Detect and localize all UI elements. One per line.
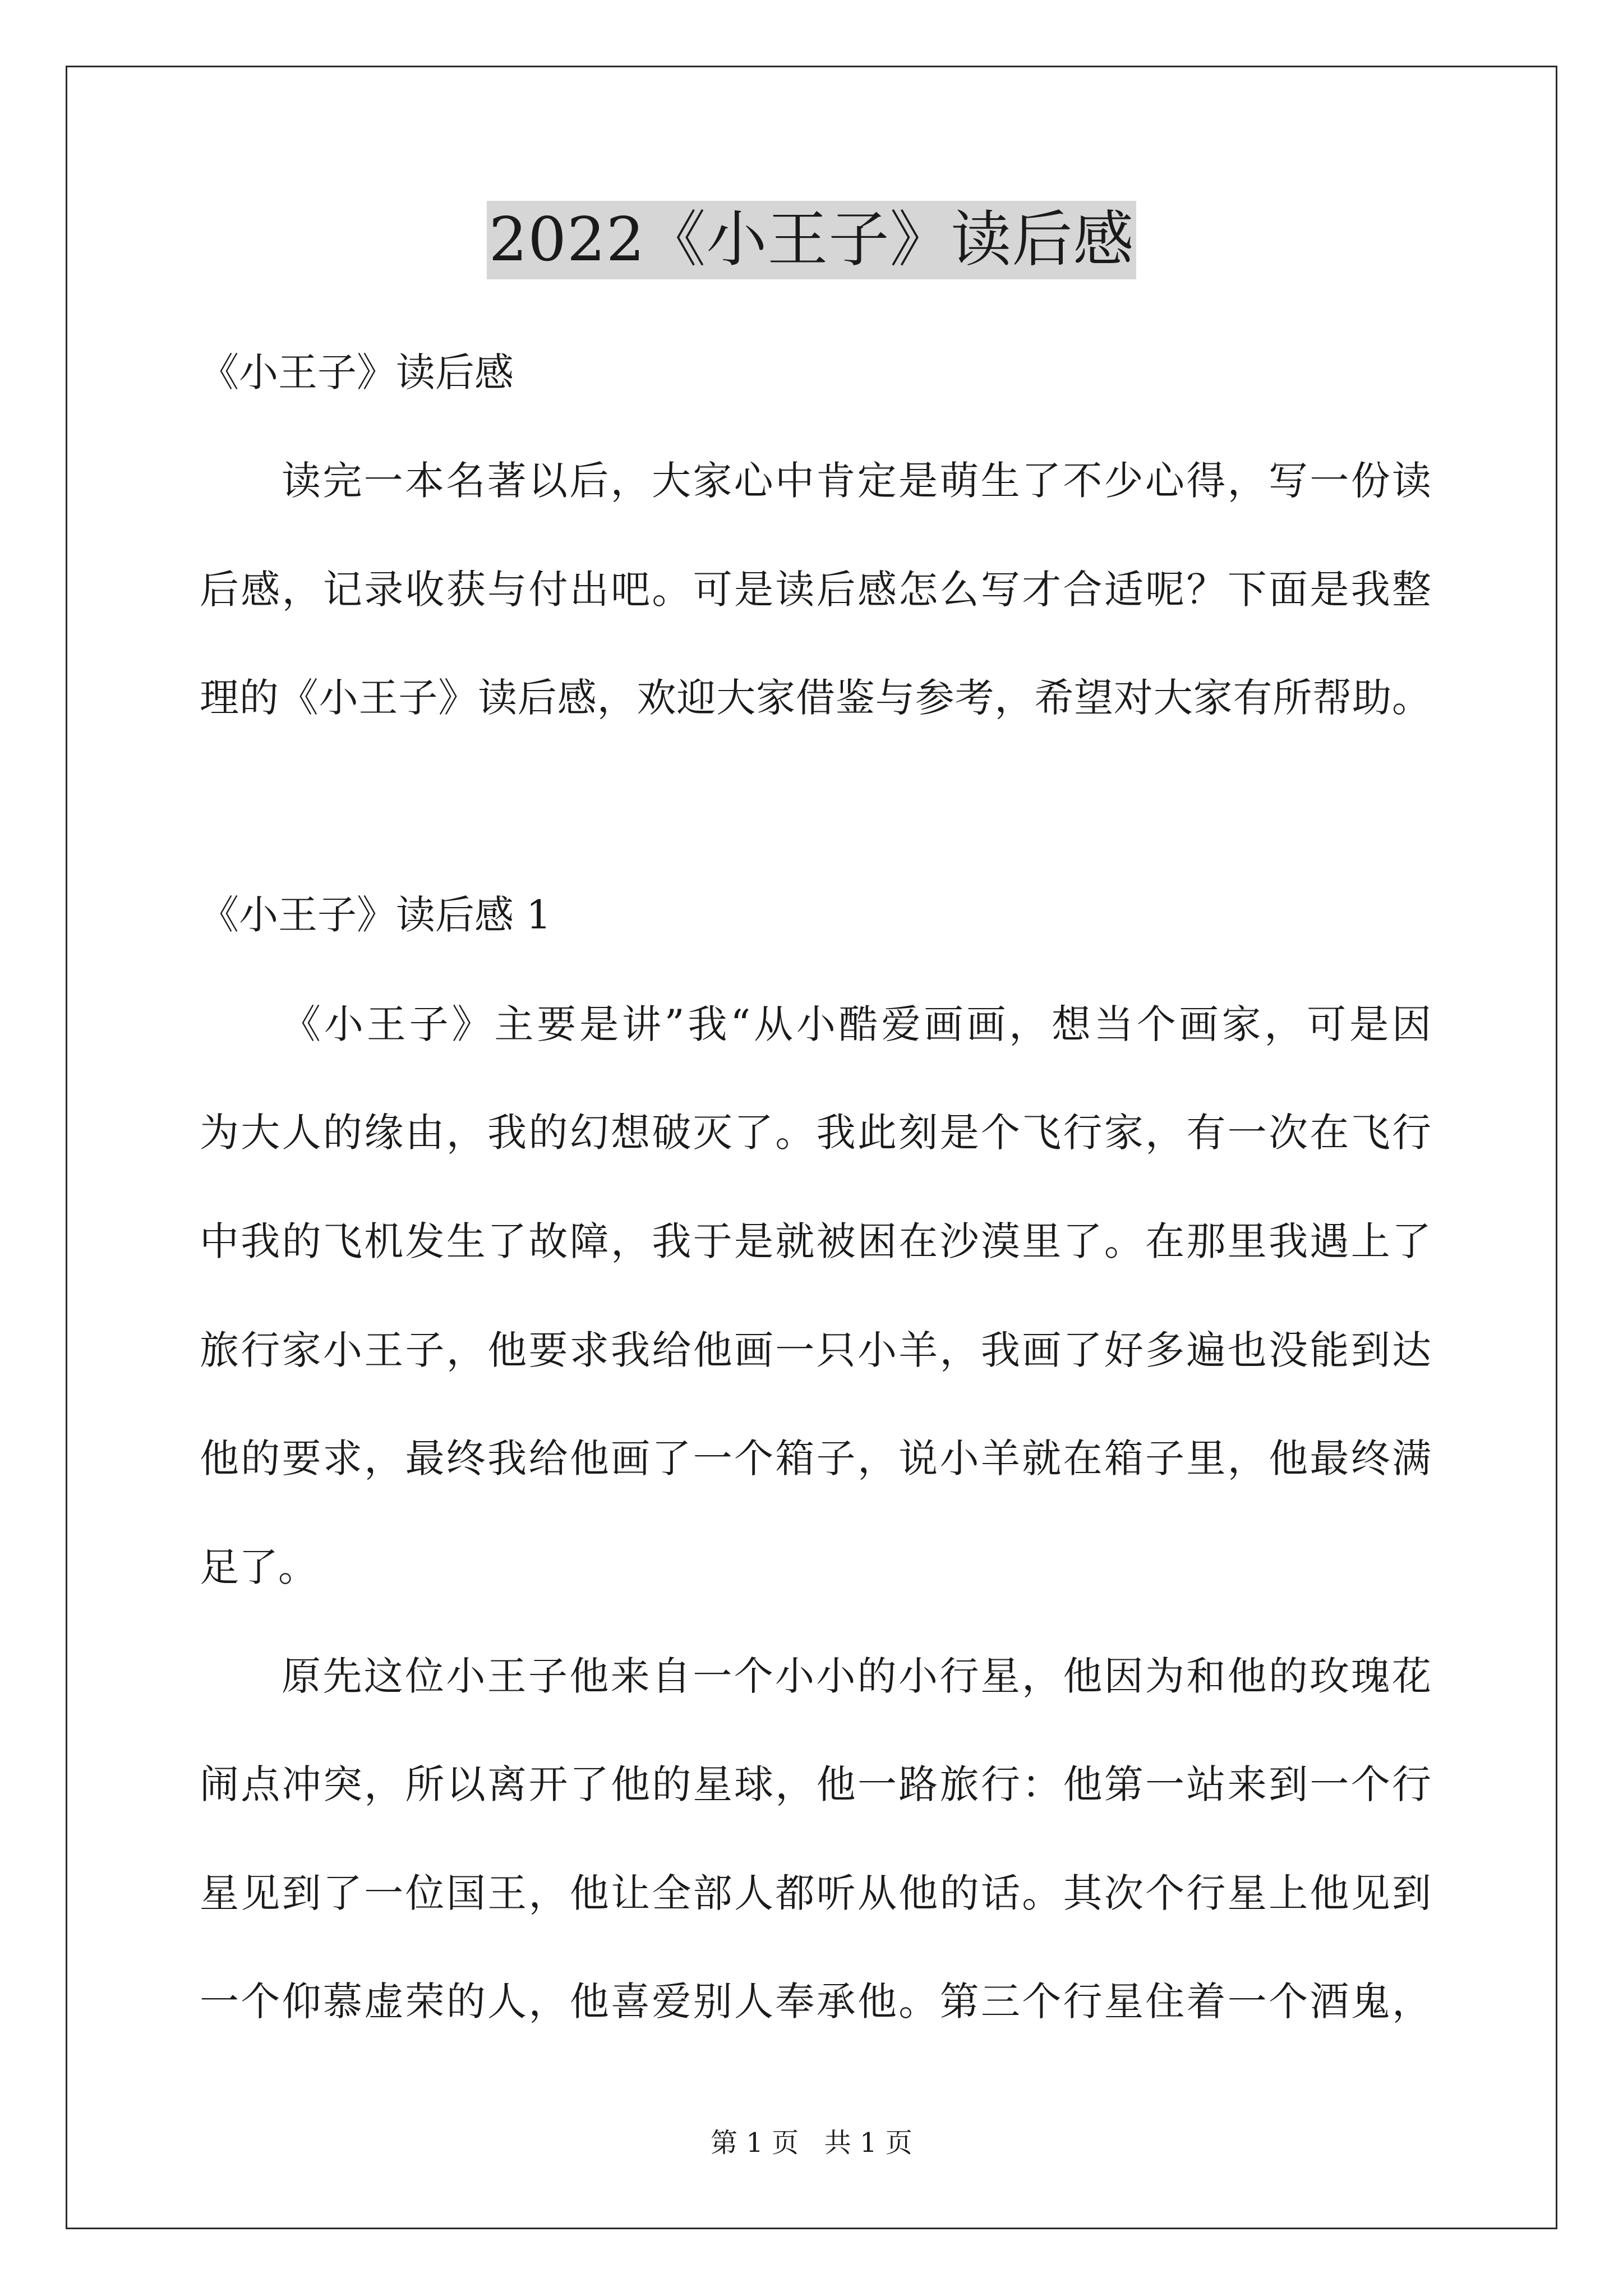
paragraph-line: 闹点冲突，所以离开了他的星球，他一路旅行：他第一站来到一个行	[200, 1761, 1431, 1807]
article-heading: 《小王子》读后感 1	[200, 892, 551, 938]
paragraph-line: 原先这位小王子他来自一个小小的小行星，他因为和他的玫瑰花	[282, 1653, 1431, 1699]
intro-line: 读完一本名著以后，大家心中肯定是萌生了不少心得，写一份读	[282, 458, 1431, 504]
paragraph-line: 《小王子》主要是讲”我“从小酷爱画画，想当个画家，可是因	[282, 1001, 1431, 1047]
section-heading: 《小王子》读后感	[200, 349, 514, 395]
document-title: 2022《小王子》读后感	[487, 201, 1137, 279]
paragraph-line: 中我的飞机发生了故障，我于是就被困在沙漠里了。在那里我遇上了	[200, 1218, 1431, 1264]
intro-line: 后感，记录收获与付出吧。可是读后感怎么写才合适呢？下面是我整	[200, 567, 1431, 613]
paragraph-line: 足了。	[200, 1544, 317, 1590]
paragraph-line: 星见到了一位国王，他让全部人都听从他的话。其次个行星上他见到	[200, 1870, 1431, 1916]
page-footer: 第 1 页 共 1 页	[711, 2127, 912, 2159]
paragraph-line: 他的要求，最终我给他画了一个箱子，说小羊就在箱子里，他最终满	[200, 1435, 1431, 1481]
paragraph-line: 为大人的缘由，我的幻想破灭了。我此刻是个飞行家，有一次在飞行	[200, 1110, 1431, 1156]
paragraph-line: 旅行家小王子，他要求我给他画一只小羊，我画了好多遍也没能到达	[200, 1327, 1431, 1373]
title-block	[0, 201, 1623, 279]
paragraph-line: 一个仰慕虚荣的人，他喜爱别人奉承他。第三个行星住着一个酒鬼，	[200, 1978, 1431, 2024]
intro-line: 理的《小王子》读后感，欢迎大家借鉴与参考，希望对大家有所帮助。	[200, 675, 1431, 721]
